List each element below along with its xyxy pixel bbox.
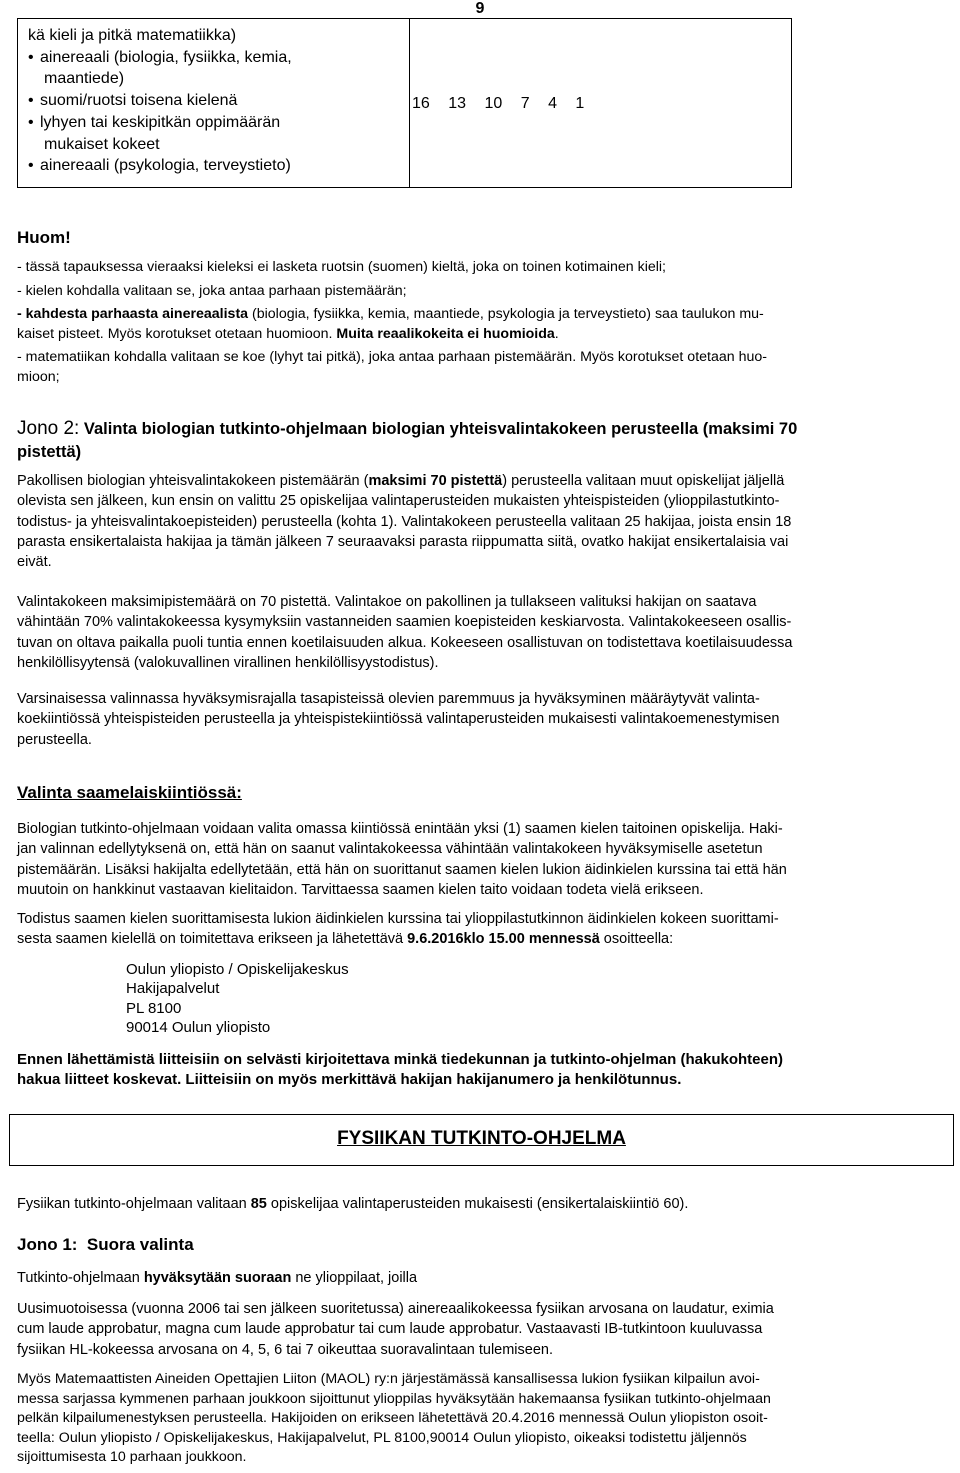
note-line: kaiset pisteet. Myös korotukset otetaan huomioon. Muita reaalikokeita ei huomioida.	[17, 325, 559, 342]
note-line: - tässä tapauksessa vieraaksi kieleksi ei lasketa ruotsin (suomen) kieltä, joka on toinen kotimainen kieli;	[17, 259, 666, 275]
criteria-line: mukaiset kokeet	[44, 135, 160, 153]
saame-paragraph-1: Biologian tutkinto-ohjelmaan voidaan valita omassa kiintiössä enintään yksi (1) saamen kielen taitoinen opiskelija. Haki- jan valinnan edellytyksenä on, että hän on saanut valintakokeessa vähintään valintakokeen hyväksymiselle asetetun pistemäärän. Lisäksi hakijalta edellytetään, että hän on suorittanut saamen kielen lukion äidinkielen kurssina tai että hän muutoin on hankkinut vastaavan kielitaidon. Tarvittaessa saamen kielen taito voidaan todeta vielä erikseen.	[17, 821, 787, 898]
jono2-heading: Jono 2: Valinta biologian tutkinto-ohjelmaan biologian yhteisvalintakokeen perusteella (maksimi 70 pistettä)	[17, 418, 798, 461]
saame-heading: Valinta saamelaiskiintiössä:	[17, 783, 242, 802]
jono2-paragraph-2: Valintakokeen maksimipistemäärä on 70 pistettä. Valintakoe on pakollinen ja tullakseen valituksi hakijan on saatava vähintään 70% valintakokeessa kysymyksiin vastanneiden saamien koepisteiden keskiarvosta. Valintakokeeseen osallis- tuvan on oltava paikalla puoli tuntia ennen koetilaisuuden alkua. Kokeeseen osallistuvan on todistettava koetilaisuudessa henkilöllisyytensä (valokuvallinen virallinen henkilöllisyystodistus).	[17, 594, 793, 671]
postal-address: Oulun yliopisto / Opiskelijakeskus Hakijapalvelut PL 8100 90014 Oulun yliopisto	[126, 961, 349, 1036]
section-title-box	[9, 1114, 954, 1166]
jono1-lead: Tutkinto-ohjelmaan hyväksytään suoraan ne ylioppilaat, joilla	[17, 1270, 418, 1286]
bullet-icon: •	[28, 48, 34, 66]
note-line: - kielen kohdalla valitaan se, joka antaa parhaan pistemäärän;	[17, 282, 407, 299]
jono1-paragraph-1: Uusimuotoisessa (vuonna 2006 tai sen jälkeen suoritetussa) ainereaalikokeessa fysiikan arvosana on laudatur, eximia cum laude approbatur, magna cum laude approbatur tai cum laude approbatur. Vastaavasti IB-tutkintoon kuuluvassa fysiikan HL-kokeessa arvosana on 4, 5, 6 tai 7 oikeuttaa suoravalintaan tulemiseen.	[17, 1301, 774, 1358]
bullet-icon: •	[28, 157, 34, 175]
note-line: - matematiikan kohdalla valitaan se koe (lyhyt tai pitkä), joka antaa parhaan pistemäärän. Myös korotukset otetaan huo-	[17, 349, 767, 365]
score-values: 16 13 10 7 4 1	[412, 95, 585, 112]
bullet-icon: •	[28, 113, 34, 131]
criteria-line: maantiede)	[44, 70, 125, 88]
criteria-line: • ainereaali (biologia, fysiikka, kemia,	[28, 47, 409, 69]
jono1-heading: Jono 1: Suora valinta	[17, 1235, 194, 1254]
score-table-criteria-cell	[18, 19, 410, 188]
fysiikka-intro: Fysiikan tutkinto-ohjelmaan valitaan 85 opiskelijaa valintaperusteiden mukaisesti (ensikertalaiskiintiö 60).	[17, 1196, 689, 1212]
huom-heading: Huom!	[17, 228, 71, 247]
attachment-instructions: Ennen lähettämistä liitteisiin on selvästi kirjoitettava minkä tiedekunnan ja tutkinto-ohjelman (hakukohteen) hakua liitteet koskevat. Liitteisiin on myös merkittävä hakijan hakijanumero ja henkilötunnus.	[17, 1051, 783, 1089]
jono2-paragraph-3: Varsinaisessa valinnassa hyväksymisrajalla tasapisteissä olevien paremmuus ja hyväksyminen määräytyvät valinta- koekiintiössä yhteispisteiden perusteella ja yhteispistekiintiössä valintaperusteiden mukaisesti valintakoemenestymisen perusteella.	[17, 691, 780, 748]
jono2-paragraph-1: Pakollisen biologian yhteisvalintakokeen pistemäärän (maksimi 70 pistettä) perusteella valitaan muut opiskelijat jäljellä olevista sen jälkeen, kun ensin on valittu 25 opiskelijaa valintaperusteiden mukaisten yhteispisteiden (ylioppilastutkinto- todistus- ja yhteisvalintakoepisteiden) perusteella (kohta 1). Valintakokeen perusteella valitaan 25 hakijaa, joista ensin 18 parasta ensikertalaista hakijaa ja tämän jälkeen 7 seuraavaksi parasta riippumatta siitä, ovatko hakijat ensikertalaisia vai eivät.	[17, 473, 792, 571]
criteria-line: • lyhyen tai keskipitkän oppimäärän	[28, 112, 409, 134]
criteria-line: • suomi/ruotsi toisena kielenä	[28, 90, 409, 112]
huom-notes	[17, 258, 947, 387]
bullet-icon: •	[28, 92, 34, 110]
criteria-line: • ainereaali (psykologia, terveystieto)	[28, 155, 409, 177]
score-table	[17, 18, 792, 188]
note-line: - kahdesta parhaasta ainereaalista (biologia, fysiikka, kemia, maantiede, psykologia ja terveystieto) saa taulukon mu-	[17, 306, 764, 322]
saame-paragraph-2: Todistus saamen kielen suorittamisesta lukion äidinkielen kurssina tai ylioppilastutkinnon äidinkielen kokeen suorittami- sesta saamen kielellä on toimitettava erikseen ja lähetettävä 9.6.2016klo 15.00 mennessä osoitteella:	[17, 911, 779, 948]
section-title: FYSIIKAN TUTKINTO-OHJELMA	[337, 1128, 626, 1149]
note-line: mioon;	[17, 368, 60, 385]
jono1-paragraph-2: Myös Matemaattisten Aineiden Opettajien Liiton (MAOL) ry:n järjestämässä kansallisessa lukion fysiikan kilpailun avoi- messa sarjassa kymmenen parhaan joukkoon sijoittunut ylioppilas hyväksytään hakemaansa fysiikan tutkinto-ohjelmaan pelkän kilpailumenestyksen perusteella. Hakijoiden on erikseen lähetettävä 20.4.2016 mennessä Oulun yliopiston osoit- teella: Oulun yliopisto / Opiskelijakeskus, Hakijapalvelut, PL 8100,90014 Oulun yliopisto, oikeaksi todistettu jäljennös sijoittumisesta 10 parhaan joukkoon.	[17, 1371, 771, 1465]
criteria-line: kä kieli ja pitkä matematiikka)	[28, 27, 237, 44]
page-number: 9	[475, 0, 485, 17]
